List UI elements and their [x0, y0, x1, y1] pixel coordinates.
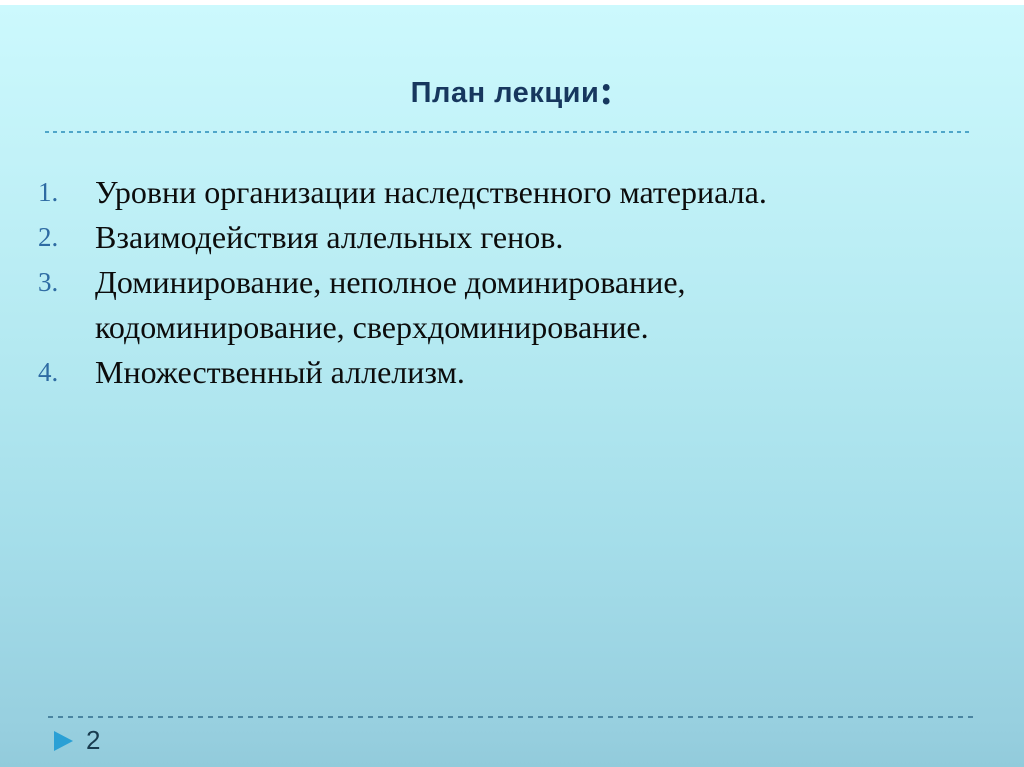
footer-divider [48, 716, 974, 718]
list-item-number: 4. [38, 357, 59, 387]
slide-title [0, 68, 1024, 114]
slide [0, 5, 1024, 767]
list-item [38, 170, 978, 215]
list-item-number: 3. [38, 267, 59, 297]
slide-title-colon: : [599, 68, 614, 114]
list-item-number: 2. [38, 222, 59, 252]
play-triangle-icon [54, 731, 73, 751]
list-item-line: Множественный аллелизм. [95, 354, 465, 390]
list-item [38, 215, 978, 260]
title-divider [45, 131, 973, 133]
list-item-text [95, 260, 978, 350]
list-item-text [95, 215, 978, 260]
list-item-text [95, 170, 978, 215]
slide-title-text: План лекции [410, 77, 600, 109]
page-number: 2 [86, 725, 101, 755]
list-item-line: Уровни организации наследственного материала. [95, 174, 767, 210]
lecture-plan-list [38, 170, 978, 395]
slide-footer [54, 725, 100, 756]
list-item-line: кодоминирование, сверхдоминирование. [95, 309, 649, 345]
list-item [38, 350, 978, 395]
list-item-number: 1. [38, 177, 59, 207]
list-item-text [95, 350, 978, 395]
list-item-line: Доминирование, неполное доминирование, [95, 264, 686, 300]
list-item-line: Взаимодействия аллельных генов. [95, 219, 564, 255]
list-item [38, 260, 978, 350]
